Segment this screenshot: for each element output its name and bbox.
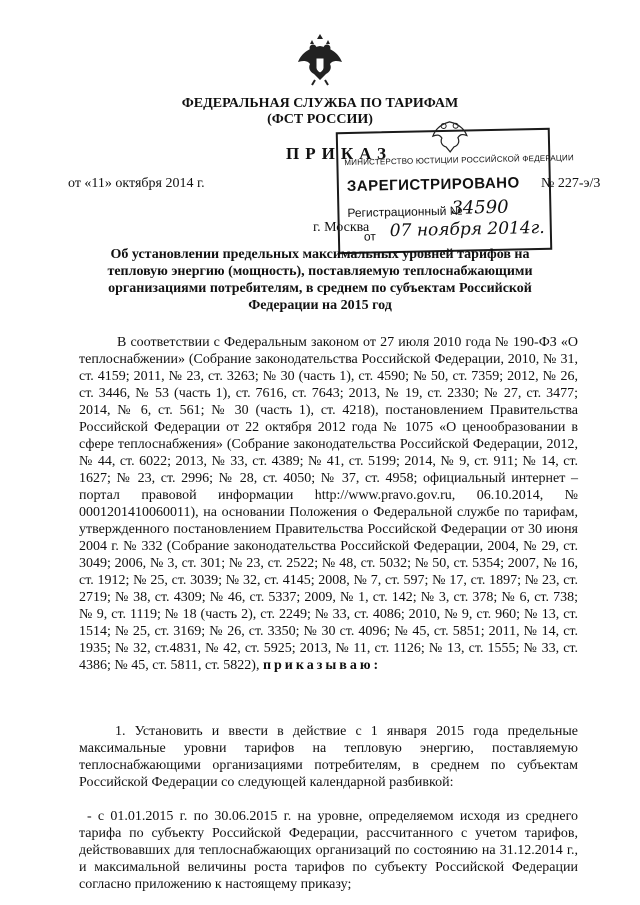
coat-of-arms-emblem [296,30,344,86]
order-word: приказываю: [262,658,382,673]
stamp-ministry: МИНИСТЕРСТВО ЮСТИЦИИ РОССИЙСКОЙ ФЕДЕРАЦИИ [344,153,574,168]
order-city: г. Москва [313,220,370,235]
item-1-subitem: - с 01.01.2015 г. по 30.06.2015 г. на уровне, определяемом исходя из среднего тарифа по субъекту Российской Федерации, рассчитанного с учетом тарифов, действовавших для теплоснабжающих организаций по состоянию на 31.12.2014 г., и максимальной величины роста тарифов по субъекту Российской Федерации согласно приложению к настоящему приказу; [79,809,578,892]
stamp-emblem-icon [429,115,470,160]
stamp-reg-number: 34590 [451,196,509,219]
document-title: Об установлении предельных максимальных уровней тарифов на тепловую энергию (мощность), поставляемую теплоснабжающими организациями потребителям, в среднем по субъектам Российской Федерации на 2015 год [107,247,533,313]
agency-name: ФЕДЕРАЛЬНАЯ СЛУЖБА ПО ТАРИФАМ [181,96,459,111]
stamp-reg-label: Регистрационный № [347,203,463,221]
order-number: № 227-э/3 [541,176,601,191]
preamble-paragraph [79,334,578,674]
stamp-reg-date: 07 ноября 2014г. [389,217,545,242]
agency-abbreviation: (ФСТ РОССИИ) [267,112,373,127]
stamp-registered: ЗАРЕГИСТРИРОВАНО [346,174,520,196]
order-date: от «11» октября 2014 г. [68,176,205,191]
item-1-paragraph: 1. Установить и ввести в действие с 1 января 2015 года предельные максимальные уровни тарифов на тепловую энергию, поставляемую теплоснабжающими организациями потребителям, в среднем по субъектам Российской Федерации со следующей календарной разбивкой: [79,724,578,790]
document-type: ПРИКАЗ [286,144,392,163]
preamble-text: В соответствии с Федеральным законом от 27 июля 2010 года № 190-ФЗ «О теплоснабжении» (Собрание законодательства Российской Федерации, 2010, № 31, ст. 4159; 2011, № 23, ст. 3263; № 30 (часть 1), ст. 4590; № 50, ст. 7359; 2012, № 26, ст. 3446, № 53 (часть 1), ст. 7616, ст. 7643; 2013, № 19, ст. 2330; № 27, ст. 3477; 2014, № 6, ст. 561; № 30 (часть 1), ст. 4218), постановлением Правительства Российской Федерации от 22 октября 2012 года № 1075 «О ценообразовании в сфере теплоснабжения» (Собрание законодательства Российской Федерации, 2012, № 44, ст. 6022; 2013, № 33, ст. 4389; № 41, ст. 5199; 2014, № 9, ст. 911; № 14, ст. 1627; № 23, ст. 2996; № 28, ст. 4050; № 37, ст. 4958; официальный интернет – портал правовой информации http://www.pravo.gov.ru, 06.10.2014, № 0001201410060011), на основании Положения о Федеральной службе по тарифам, утвержденного постановлением Правительства Российской Федерации от 30 июня 2004 г. № 332 (Собрание законодательства Российской Федерации, 2004, № 29, ст. 3049; 2006, № 3, ст. 301; № 23, ст. 2522; № 48, ст. 5032; № 50, ст. 5354; 2007, № 16, ст. 1912; № 25, ст. 3039; № 32, ст. 4145; 2008, № 7, ст. 597; № 17, ст. 1897; № 23, ст. 2719; № 38, ст. 4309; № 46, ст. 5337; 2009, № 1, ст. 142; № 3, ст. 378; № 6, ст. 738; № 9, ст. 1119; № 18 (часть 2), ст. 2249; № 33, ст. 4086; 2010, № 9, ст. 960; № 13, ст. 1514; № 25, ст. 3169; № 26, ст. 3350; № 30 ст. 4096; № 45, ст. 5851; 2011, № 14, ст. 1935; № 32, ст.4831, № 42, ст. 5925; 2013, № 11, ст. 1126; № 13, ст. 1555; № 33, ст. 4386; № 45, ст. 5811, ст. 5822), [79,335,578,673]
stamp-from-label: от [363,229,376,244]
